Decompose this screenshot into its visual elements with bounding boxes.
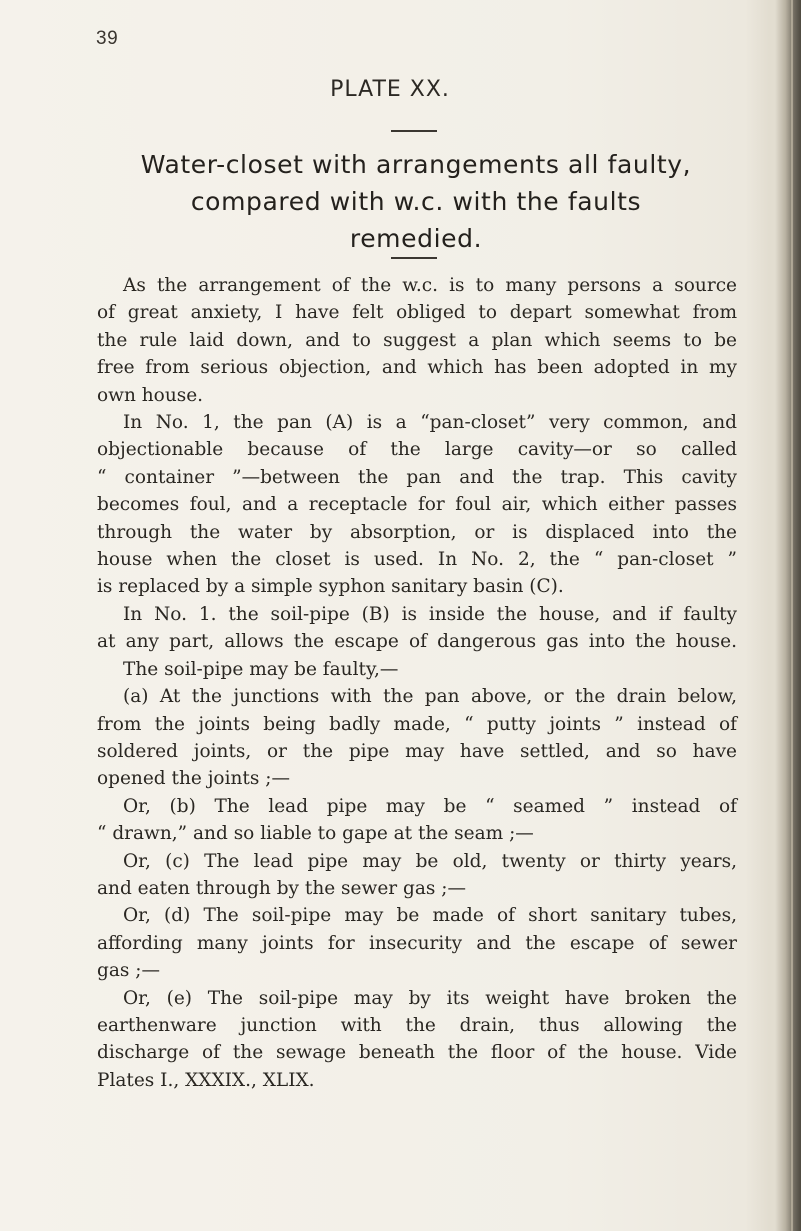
body-line: “ drawn,” and so liable to gape at the seam ;— [97,823,534,845]
body-line: through the water by absorption, or is displaced into the [97,521,737,543]
body-line: earthenware junction with the drain, thus allowing the [97,1014,737,1036]
body-line: at any part, allows the escape of dangerous gas into the house. [97,631,737,653]
body-line: In No. 1. the soil-pipe (B) is inside the house, and if faulty [123,603,737,625]
body-line: is replaced by a simple syphon sanitary basin (C). [97,576,564,598]
body-line: opened the joints ;— [97,768,290,790]
heading-line: Water-closet with arrangements all faulty, [140,150,692,179]
body-line: soldered joints, or the pipe may have settled, and so have [97,740,737,762]
body-line: (a) At the junctions with the pan above, or the drain below, [123,686,737,708]
body-line: gas ;— [97,960,160,982]
page-edge-line [791,0,793,1231]
body-line: becomes foul, and a receptacle for foul air, which either passes [97,494,737,516]
body-line: the rule laid down, and to suggest a plan which seems to be [97,329,737,351]
body-line: Plates I., XXXIX., XLIX. [97,1069,315,1091]
heading-line: compared with w.c. with the faults [190,187,642,216]
body-line: Or, (b) The lead pipe may be “ seamed ” instead of [123,795,737,817]
body-line: house when the closet is used. In No. 2, the “ pan-closet ” [97,549,737,571]
body-line: of great anxiety, I have felt obliged to depart somewhat from [97,302,737,324]
body-line: own house. [97,384,204,406]
body-line: free from serious objection, and which has been adopted in my [97,357,737,379]
body-line: and eaten through by the sewer gas ;— [97,877,466,899]
body-line: Or, (e) The soil-pipe may by its weight have broken the [123,987,737,1009]
plate-title: PLATE XX. [330,77,450,102]
title-divider-top [391,130,437,132]
heading-line: remedied. [349,224,483,253]
body-line: “ container ”—between the pan and the trap. This cavity [97,466,737,488]
body-line: discharge of the sewage beneath the floor of the house. Vide [97,1042,737,1064]
page-number: 39 [96,28,119,49]
body-line: affording many joints for insecurity and the escape of sewer [97,932,737,954]
body-line: Or, (c) The lead pipe may be old, twenty or thirty years, [123,850,737,872]
body-line: Or, (d) The soil-pipe may be made of short sanitary tubes, [123,905,737,927]
body-line: As the arrangement of the w.c. is to many persons a source [123,275,737,296]
body-text [97,272,737,1094]
body-line: from the joints being badly made, “ putty joints ” instead of [97,713,737,735]
page-edge-shadow [775,0,801,1231]
body-line: objectionable because of the large cavity—or so called [97,439,737,461]
body-line: In No. 1, the pan (A) is a “pan-closet” very common, and [123,412,737,434]
title-divider-bottom [391,257,437,259]
body-line: The soil-pipe may be faulty,— [123,658,399,680]
section-heading [96,146,736,257]
